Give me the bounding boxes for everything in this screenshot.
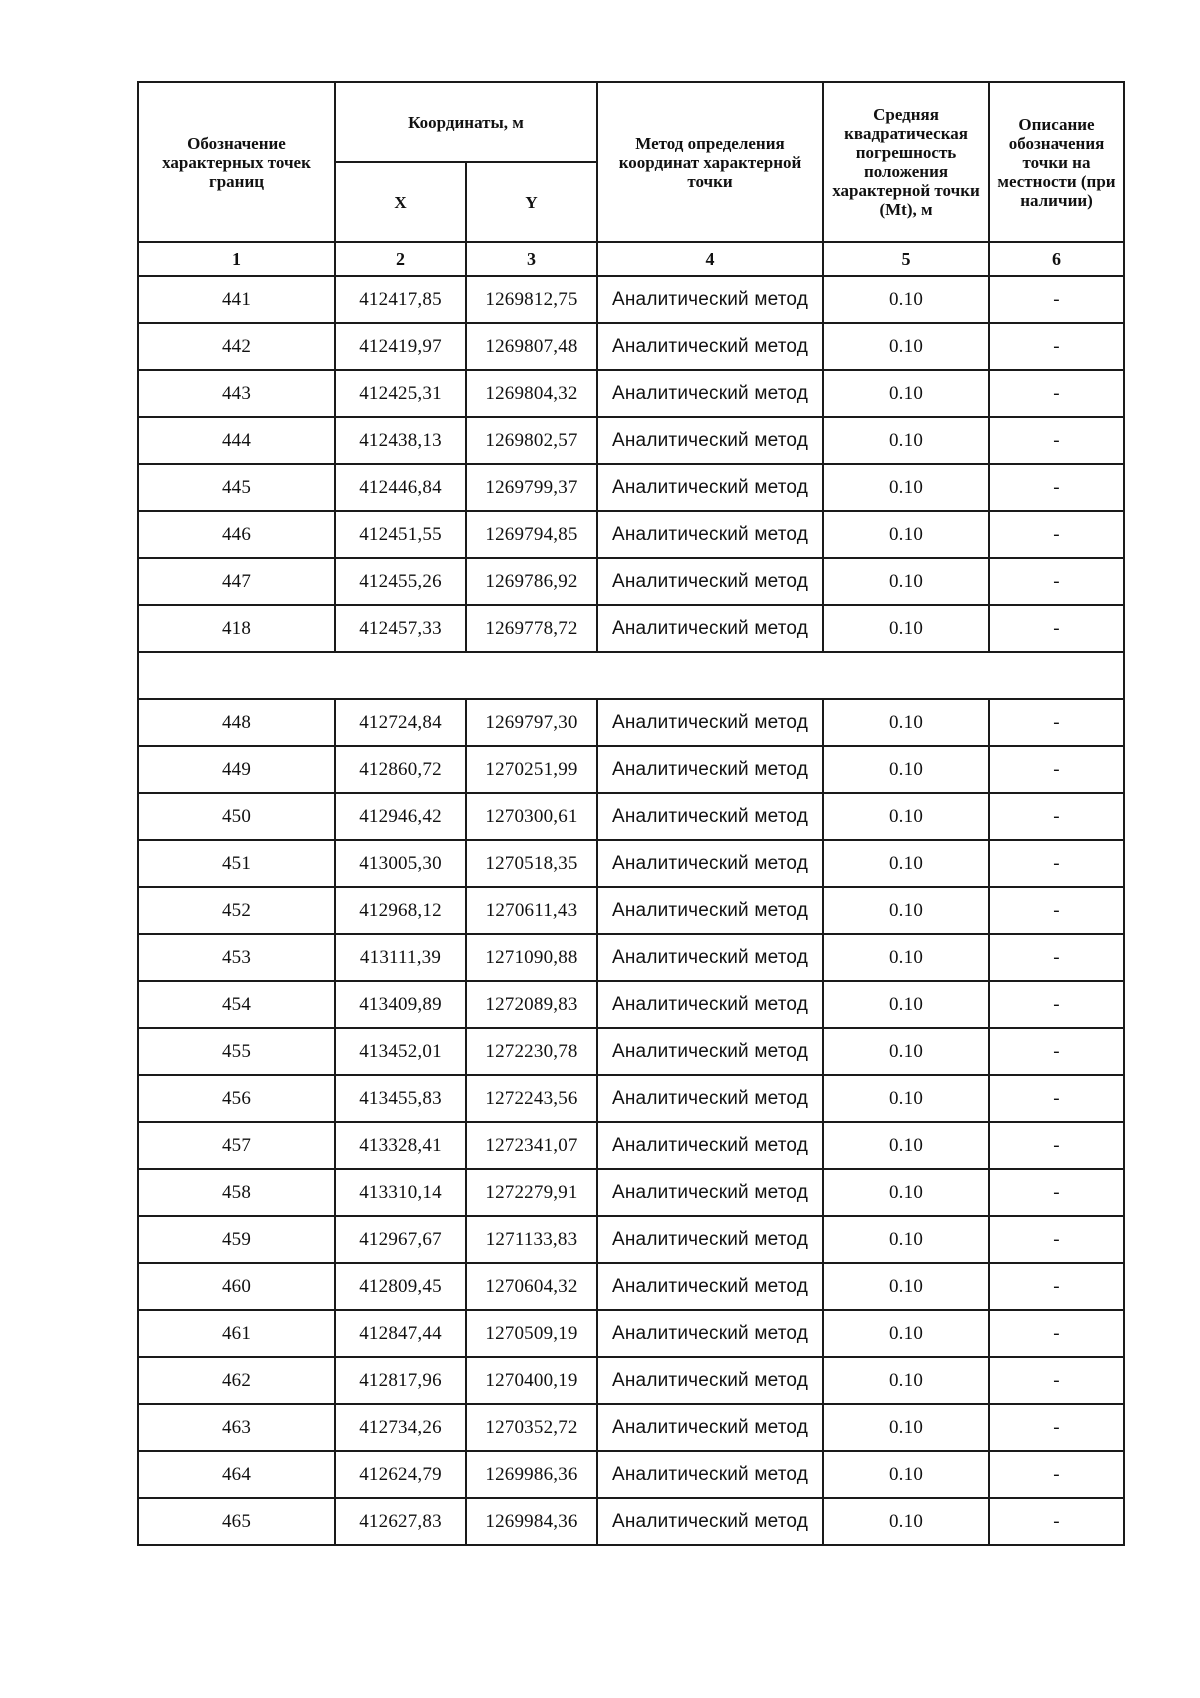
y-coordinate-cell: 1272230,78 <box>466 1028 597 1075</box>
x-coordinate-cell: 412419,97 <box>335 323 466 370</box>
column-number: 2 <box>335 242 466 276</box>
method-cell: Аналитический метод <box>597 1451 823 1498</box>
header-y: Y <box>466 162 597 242</box>
error-cell: 0.10 <box>823 511 989 558</box>
table-row <box>138 1451 1124 1498</box>
method-cell: Аналитический метод <box>597 464 823 511</box>
x-coordinate-cell: 412847,44 <box>335 1310 466 1357</box>
point-cell: 442 <box>138 323 335 370</box>
y-coordinate-cell: 1272341,07 <box>466 1122 597 1169</box>
description-cell: - <box>989 276 1124 323</box>
method-cell: Аналитический метод <box>597 1357 823 1404</box>
y-coordinate-cell: 1269804,32 <box>466 370 597 417</box>
method-cell: Аналитический метод <box>597 1169 823 1216</box>
table-row <box>138 699 1124 746</box>
table-header <box>138 82 1124 276</box>
error-cell: 0.10 <box>823 276 989 323</box>
y-coordinate-cell: 1270352,72 <box>466 1404 597 1451</box>
description-cell: - <box>989 793 1124 840</box>
table-row <box>138 887 1124 934</box>
description-cell: - <box>989 699 1124 746</box>
method-cell: Аналитический метод <box>597 1263 823 1310</box>
point-cell: 450 <box>138 793 335 840</box>
description-cell: - <box>989 1075 1124 1122</box>
y-coordinate-cell: 1270400,19 <box>466 1357 597 1404</box>
x-coordinate-cell: 413455,83 <box>335 1075 466 1122</box>
point-cell: 458 <box>138 1169 335 1216</box>
description-cell: - <box>989 1357 1124 1404</box>
table-row <box>138 417 1124 464</box>
method-cell: Аналитический метод <box>597 1310 823 1357</box>
method-cell: Аналитический метод <box>597 793 823 840</box>
x-coordinate-cell: 412446,84 <box>335 464 466 511</box>
method-cell: Аналитический метод <box>597 934 823 981</box>
table-row <box>138 1216 1124 1263</box>
x-coordinate-cell: 412946,42 <box>335 793 466 840</box>
method-cell: Аналитический метод <box>597 840 823 887</box>
table-row <box>138 370 1124 417</box>
x-coordinate-cell: 412809,45 <box>335 1263 466 1310</box>
x-coordinate-cell: 413005,30 <box>335 840 466 887</box>
description-cell: - <box>989 981 1124 1028</box>
column-numbers-row <box>138 242 1124 276</box>
table-row <box>138 1075 1124 1122</box>
point-cell: 456 <box>138 1075 335 1122</box>
y-coordinate-cell: 1269786,92 <box>466 558 597 605</box>
method-cell: Аналитический метод <box>597 276 823 323</box>
table-row <box>138 1028 1124 1075</box>
y-coordinate-cell: 1270300,61 <box>466 793 597 840</box>
y-coordinate-cell: 1269799,37 <box>466 464 597 511</box>
y-coordinate-cell: 1272279,91 <box>466 1169 597 1216</box>
error-cell: 0.10 <box>823 1169 989 1216</box>
x-coordinate-cell: 412455,26 <box>335 558 466 605</box>
error-cell: 0.10 <box>823 1498 989 1545</box>
table-row <box>138 605 1124 652</box>
table-row <box>138 323 1124 370</box>
point-cell: 463 <box>138 1404 335 1451</box>
table-row <box>138 793 1124 840</box>
error-cell: 0.10 <box>823 464 989 511</box>
table-row <box>138 840 1124 887</box>
error-cell: 0.10 <box>823 887 989 934</box>
contour-separator-cell <box>138 652 1124 699</box>
y-coordinate-cell: 1269802,57 <box>466 417 597 464</box>
x-coordinate-cell: 412968,12 <box>335 887 466 934</box>
x-coordinate-cell: 412451,55 <box>335 511 466 558</box>
method-cell: Аналитический метод <box>597 370 823 417</box>
point-cell: 462 <box>138 1357 335 1404</box>
method-cell: Аналитический метод <box>597 887 823 934</box>
header-description: Описание обозначения точки на местности (при наличии) <box>989 82 1124 242</box>
header-x: X <box>335 162 466 242</box>
method-cell: Аналитический метод <box>597 1075 823 1122</box>
error-cell: 0.10 <box>823 934 989 981</box>
x-coordinate-cell: 412817,96 <box>335 1357 466 1404</box>
column-number: 6 <box>989 242 1124 276</box>
description-cell: - <box>989 1028 1124 1075</box>
point-cell: 465 <box>138 1498 335 1545</box>
method-cell: Аналитический метод <box>597 558 823 605</box>
document-page <box>137 81 1123 1546</box>
table-row <box>138 1498 1124 1545</box>
x-coordinate-cell: 413409,89 <box>335 981 466 1028</box>
header-row <box>138 82 1124 162</box>
y-coordinate-cell: 1270509,19 <box>466 1310 597 1357</box>
x-coordinate-cell: 412860,72 <box>335 746 466 793</box>
boundary-points-table <box>137 81 1125 1546</box>
point-cell: 461 <box>138 1310 335 1357</box>
y-coordinate-cell: 1269986,36 <box>466 1451 597 1498</box>
point-cell: 443 <box>138 370 335 417</box>
table-row <box>138 276 1124 323</box>
x-coordinate-cell: 413452,01 <box>335 1028 466 1075</box>
x-coordinate-cell: 413310,14 <box>335 1169 466 1216</box>
error-cell: 0.10 <box>823 1404 989 1451</box>
description-cell: - <box>989 887 1124 934</box>
x-coordinate-cell: 412438,13 <box>335 417 466 464</box>
method-cell: Аналитический метод <box>597 746 823 793</box>
description-cell: - <box>989 1122 1124 1169</box>
header-error: Средняя квадратическая погрешность положения характерной точки (Mt), м <box>823 82 989 242</box>
description-cell: - <box>989 1404 1124 1451</box>
y-coordinate-cell: 1272243,56 <box>466 1075 597 1122</box>
column-number: 1 <box>138 242 335 276</box>
table-row <box>138 558 1124 605</box>
error-cell: 0.10 <box>823 1357 989 1404</box>
table-row <box>138 1122 1124 1169</box>
table-row <box>138 934 1124 981</box>
error-cell: 0.10 <box>823 558 989 605</box>
y-coordinate-cell: 1269812,75 <box>466 276 597 323</box>
error-cell: 0.10 <box>823 1310 989 1357</box>
method-cell: Аналитический метод <box>597 1028 823 1075</box>
point-cell: 418 <box>138 605 335 652</box>
error-cell: 0.10 <box>823 417 989 464</box>
description-cell: - <box>989 1169 1124 1216</box>
description-cell: - <box>989 464 1124 511</box>
method-cell: Аналитический метод <box>597 605 823 652</box>
description-cell: - <box>989 1451 1124 1498</box>
error-cell: 0.10 <box>823 1216 989 1263</box>
error-cell: 0.10 <box>823 1075 989 1122</box>
description-cell: - <box>989 323 1124 370</box>
error-cell: 0.10 <box>823 699 989 746</box>
error-cell: 0.10 <box>823 981 989 1028</box>
y-coordinate-cell: 1270604,32 <box>466 1263 597 1310</box>
description-cell: - <box>989 1263 1124 1310</box>
error-cell: 0.10 <box>823 1122 989 1169</box>
table-row <box>138 981 1124 1028</box>
method-cell: Аналитический метод <box>597 511 823 558</box>
x-coordinate-cell: 413328,41 <box>335 1122 466 1169</box>
x-coordinate-cell: 412457,33 <box>335 605 466 652</box>
error-cell: 0.10 <box>823 605 989 652</box>
point-cell: 441 <box>138 276 335 323</box>
error-cell: 0.10 <box>823 370 989 417</box>
method-cell: Аналитический метод <box>597 699 823 746</box>
y-coordinate-cell: 1269778,72 <box>466 605 597 652</box>
table-row <box>138 1404 1124 1451</box>
header-coordinates: Координаты, м <box>335 82 597 162</box>
x-coordinate-cell: 412417,85 <box>335 276 466 323</box>
table-row <box>138 1310 1124 1357</box>
y-coordinate-cell: 1272089,83 <box>466 981 597 1028</box>
header-method: Метод определения координат характерной точки <box>597 82 823 242</box>
x-coordinate-cell: 412724,84 <box>335 699 466 746</box>
point-cell: 464 <box>138 1451 335 1498</box>
method-cell: Аналитический метод <box>597 417 823 464</box>
table-body <box>138 276 1124 1545</box>
description-cell: - <box>989 1216 1124 1263</box>
table-row <box>138 511 1124 558</box>
table-row <box>138 1263 1124 1310</box>
table-row <box>138 1169 1124 1216</box>
description-cell: - <box>989 840 1124 887</box>
method-cell: Аналитический метод <box>597 1216 823 1263</box>
table-row <box>138 746 1124 793</box>
error-cell: 0.10 <box>823 1263 989 1310</box>
y-coordinate-cell: 1269984,36 <box>466 1498 597 1545</box>
header-point: Обозначение характерных точек границ <box>138 82 335 242</box>
point-cell: 446 <box>138 511 335 558</box>
point-cell: 447 <box>138 558 335 605</box>
column-number: 3 <box>466 242 597 276</box>
point-cell: 448 <box>138 699 335 746</box>
table-row <box>138 1357 1124 1404</box>
x-coordinate-cell: 412425,31 <box>335 370 466 417</box>
point-cell: 449 <box>138 746 335 793</box>
y-coordinate-cell: 1269807,48 <box>466 323 597 370</box>
point-cell: 460 <box>138 1263 335 1310</box>
error-cell: 0.10 <box>823 840 989 887</box>
description-cell: - <box>989 746 1124 793</box>
x-coordinate-cell: 412627,83 <box>335 1498 466 1545</box>
point-cell: 453 <box>138 934 335 981</box>
description-cell: - <box>989 605 1124 652</box>
y-coordinate-cell: 1269794,85 <box>466 511 597 558</box>
point-cell: 444 <box>138 417 335 464</box>
y-coordinate-cell: 1271090,88 <box>466 934 597 981</box>
table-row <box>138 464 1124 511</box>
point-cell: 452 <box>138 887 335 934</box>
method-cell: Аналитический метод <box>597 1122 823 1169</box>
point-cell: 445 <box>138 464 335 511</box>
error-cell: 0.10 <box>823 1028 989 1075</box>
contour-separator-row <box>138 652 1124 699</box>
method-cell: Аналитический метод <box>597 1498 823 1545</box>
error-cell: 0.10 <box>823 323 989 370</box>
column-number: 5 <box>823 242 989 276</box>
point-cell: 459 <box>138 1216 335 1263</box>
column-number: 4 <box>597 242 823 276</box>
description-cell: - <box>989 370 1124 417</box>
y-coordinate-cell: 1270251,99 <box>466 746 597 793</box>
y-coordinate-cell: 1271133,83 <box>466 1216 597 1263</box>
description-cell: - <box>989 1310 1124 1357</box>
x-coordinate-cell: 413111,39 <box>335 934 466 981</box>
x-coordinate-cell: 412624,79 <box>335 1451 466 1498</box>
method-cell: Аналитический метод <box>597 981 823 1028</box>
description-cell: - <box>989 934 1124 981</box>
description-cell: - <box>989 558 1124 605</box>
error-cell: 0.10 <box>823 1451 989 1498</box>
method-cell: Аналитический метод <box>597 323 823 370</box>
point-cell: 454 <box>138 981 335 1028</box>
description-cell: - <box>989 417 1124 464</box>
error-cell: 0.10 <box>823 793 989 840</box>
point-cell: 457 <box>138 1122 335 1169</box>
description-cell: - <box>989 511 1124 558</box>
y-coordinate-cell: 1270518,35 <box>466 840 597 887</box>
x-coordinate-cell: 412967,67 <box>335 1216 466 1263</box>
description-cell: - <box>989 1498 1124 1545</box>
x-coordinate-cell: 412734,26 <box>335 1404 466 1451</box>
method-cell: Аналитический метод <box>597 1404 823 1451</box>
point-cell: 455 <box>138 1028 335 1075</box>
error-cell: 0.10 <box>823 746 989 793</box>
point-cell: 451 <box>138 840 335 887</box>
y-coordinate-cell: 1270611,43 <box>466 887 597 934</box>
y-coordinate-cell: 1269797,30 <box>466 699 597 746</box>
